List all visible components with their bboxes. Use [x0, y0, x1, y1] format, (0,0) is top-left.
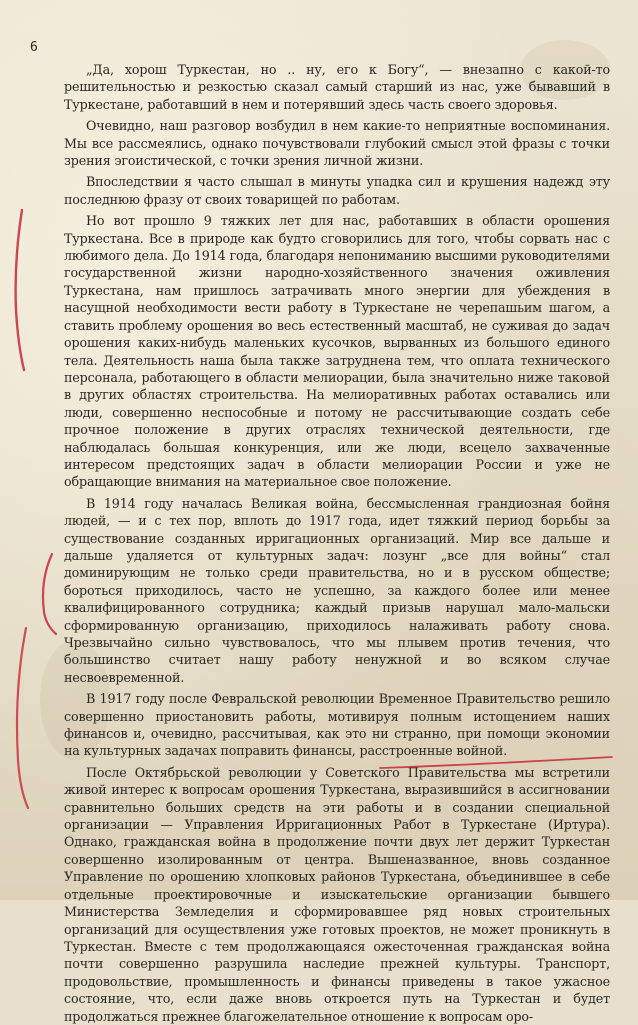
- margin-mark-bracket: [16, 210, 24, 370]
- paragraph: После Октябрьской революции у Советского Правительства мы встретили живой интерес к вопросам орошения Туркестана, выразившийся в ассигновании сравнительно больших средств на эти работы и в создании специальной организации — Управления Ирригационных Работ в Туркестане (Иртура). Однако, гражданская война в продолжение почти двух лет держит Туркестан совершенно изолированным от центра. Вышеназванное, вновь созданное Управление по орошению хлопковых районов Туркестана, объединившее в себе отдельные проектировочные и изыскательские организации бывшего Министерства Земледелия и сформировавшее ряд новых строительных организаций для осуществления уже готовых проектов, не может проникнуть в Туркестан. Вместе с тем продолжающаяся ожесточенная гражданская война почти совершенно разрушила наследие прежней культуры. Транспорт, продовольствие, промышленность и финансы приведены в такое ужасное состояние, что, если даже вновь откроется путь на Туркестан и будет продолжаться прежнее благожелательное отношение к вопросам оро-: [64, 764, 610, 1024]
- margin-mark-bracket: [17, 628, 28, 808]
- paragraph: Впоследствии я часто слышал в минуты упадка сил и крушения надежд эту последнюю фразу от своих товарищей по работам.: [64, 174, 610, 207]
- paragraph: В 1914 году началась Великая война, бессмысленная грандиозная бойня людей, — и с тех пор, вплоть до 1917 года, идет тяжкий период борьбы за существование созданных ирригационных организаций. Мир все дальше и дальше удаляется от культурных задач: лозунг „все для войны“ стал доминирующим не только среди правительства, но и в русском обществе; бороться приходилось, часто не успешно, за каждого более или менее квалифицированного сотрудника; каждый призыв нарушал мало-мальски сформированную организацию, приходилось налаживать работу снова. Чрезвычайно сильно чувствовалось, что мы плывем против течения, что большинство считает нашу работу ненужной и во всяком случае несвоевременной.: [64, 495, 610, 685]
- margin-mark-bracket: [43, 554, 56, 634]
- page-number: 6: [30, 40, 38, 55]
- paragraph: „Да, хорош Туркестан, но .. ну, его к Богу“, — внезапно с какой-то решительностью и резкостью сказал самый старший из нас, уже бывавший в Туркестане, работавший в нем и потерявший здесь часть своего здоровья.: [64, 62, 610, 112]
- paragraph: Очевидно, наш разговор возбудил в нем какие-то неприятные воспоминания. Мы все рассмеялись, однако почувствовали глубокий смысл этой фразы с точки зрения эгоистической, с точки зрения личной жизни.: [64, 118, 610, 169]
- body-text: [64, 61, 610, 1025]
- paragraph: Но вот прошло 9 тяжких лет для нас, работавших в области орошения Туркестана. Все в природе как будто сговорились для того, чтобы сорвать нас с любимого дела. До 1914 года, благодаря непониманию высшими руководителями государственной жизни народно-хозяйственного значения оживления Туркестана, нам пришлось затрачивать много энергии для убеждения в насущной необходимости вести работу в Туркестане не черепашьим шагом, а ставить проблему орошения во весь естественный масштаб, не суживая до задач орошения каких-нибудь маленьких кусочков, вырванных из большого единого тела. Деятельность наша была также затруднена тем, что оплата технического персонала, работающего в области мелиорации, была значительно ниже таковой в других областях строительства. На мелиоративных работах оставались или люди, совершенно неспособные и потому не рассчитывающие создать себе прочное положение в других отраслях технической деятельности, где наблюдалась большая конкуренция, или же люди, всецело захваченные интересом предстоящих задач в области мелиорации России и уже не обращающие внимания на материальное свое положение.: [64, 213, 610, 490]
- paragraph: В 1917 году после Февральской революции Временное Правительство решило совершенно приостановить работы, мотивируя полным истощением наших финансов и, очевидно, рассчитывая, как это ни странно, при помощи экономии на культурных задачах поправить финансы, расстроенные войной.: [64, 691, 610, 759]
